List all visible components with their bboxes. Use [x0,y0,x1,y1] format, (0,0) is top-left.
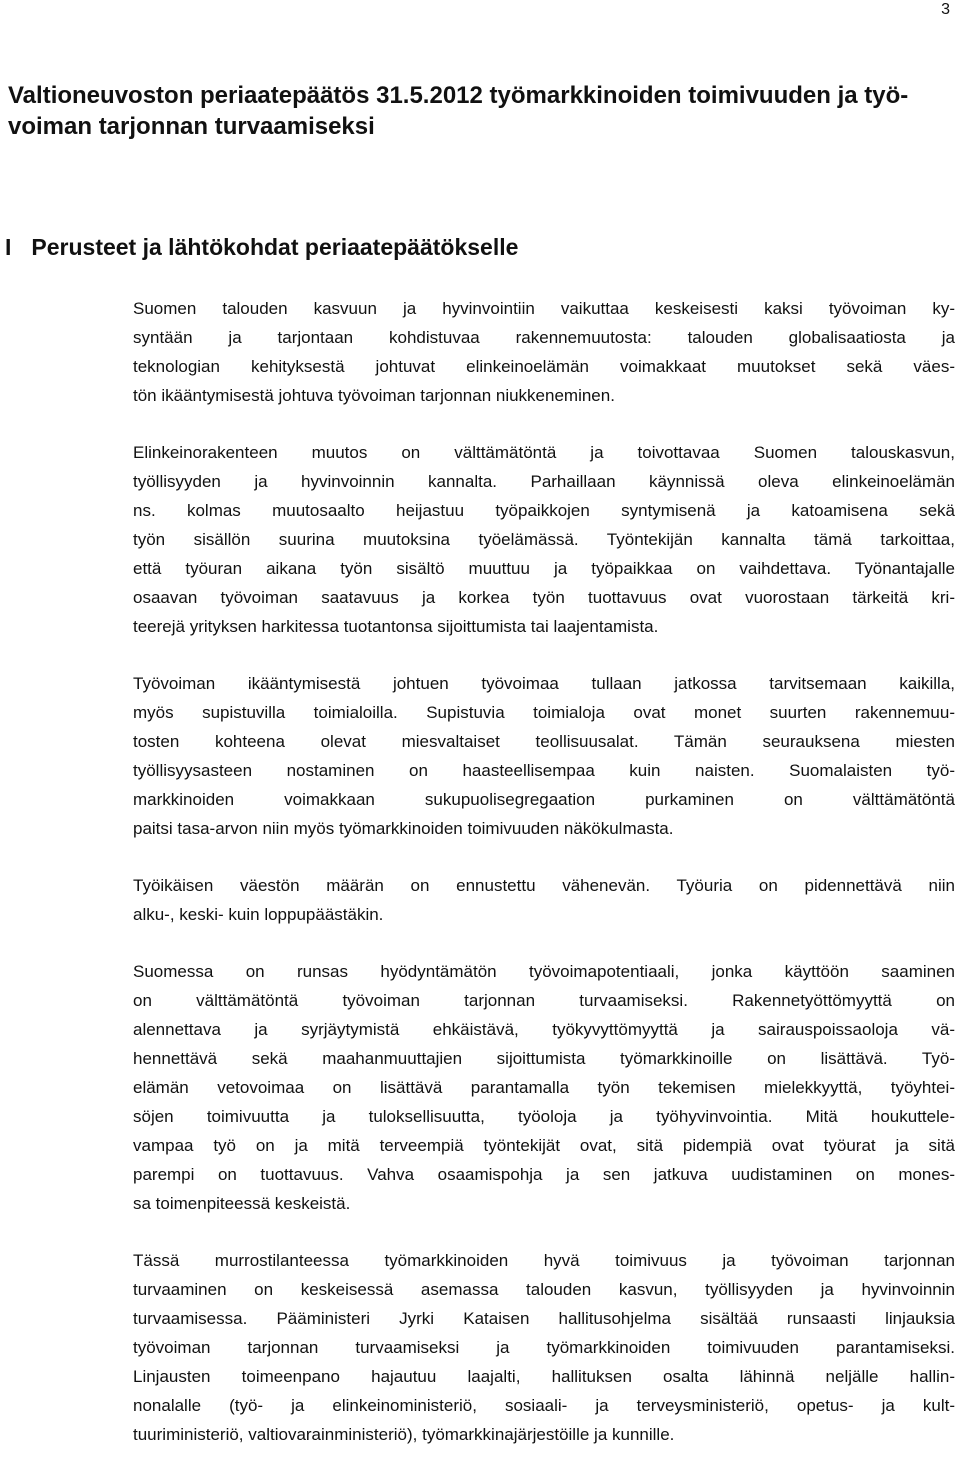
paragraph-line: tön ikääntymisestä johtuva työvoiman tarjonnan niukkeneminen. [133,386,615,405]
document-body [133,294,955,1477]
paragraph-line: syntään ja tarjontaan kohdistuvaa rakennemuutosta: talouden globalisaatiosta ja [133,328,955,347]
paragraph-line: turvaamisessa. Pääministeri Jyrki Kataisen hallitusohjelma sisältää runsaasti linjauksia [133,1309,955,1328]
paragraph-line: osaavan työvoiman saatavuus ja korkea työn tuottavuus ovat vuorostaan tärkeitä kri- [133,588,955,607]
paragraph-line: sa toimenpiteessä keskeistä. [133,1194,351,1213]
paragraph-line: ns. kolmas muutosaalto heijastuu työpaikkojen syntymisenä ja katoamisena sekä [133,501,955,520]
paragraph-line: tosten kohteena olevat miesvaltaiset teollisuusalat. Tämän seurauksena miesten [133,732,955,751]
document-title-line: voiman tarjonnan turvaamiseksi [8,113,375,140]
paragraph-line: parempi on tuottavuus. Vahva osaamispohja ja sen jatkuva uudistaminen on mones- [133,1165,955,1184]
paragraph-line: markkinoiden voimakkaan sukupuolisegregaation purkaminen on välttämätöntä [133,790,955,809]
paragraph-line: Elinkeinorakenteen muutos on välttämätöntä ja toivottavaa Suomen talouskasvun, [133,443,955,462]
paragraph-line: työn sisällön suurina muutoksina työelämässä. Työntekijän kannalta tämä tarkoittaa, [133,530,955,549]
paragraph-line: Linjausten toimeenpano hajautuu laajalti, hallituksen osalta lähinnä neljälle hallin- [133,1367,955,1386]
body-paragraph [133,871,955,929]
paragraph-line: hennettävä sekä maahanmuuttajien sijoittumista työmarkkinoille on lisättävä. Työ- [133,1049,955,1068]
paragraph-line: alennettava ja syrjäytymistä ehkäistävä, työkyvyttömyyttä ja sairauspoissaoloja vä- [133,1020,955,1039]
paragraph-line: paitsi tasa-arvon niin myös työmarkkinoiden toimivuuden näkökulmasta. [133,819,674,838]
body-paragraph [133,438,955,641]
paragraph-line: vampaa työ on ja mitä terveempiä työntekijät ovat, sitä pidempiä ovat työurat ja sitä [133,1136,955,1155]
body-paragraph [133,294,955,410]
paragraph-line: Tässä murrostilanteessa työmarkkinoiden hyvä toimivuus ja työvoiman tarjonnan [133,1251,955,1270]
paragraph-line: on välttämätöntä työvoiman tarjonnan turvaamiseksi. Rakennetyöttömyyttä on [133,991,955,1010]
paragraph-line: söjen toimivuutta ja tuloksellisuutta, työoloja ja työhyvinvointia. Mitä houkuttele- [133,1107,955,1126]
paragraph-line: elämän vetovoimaa on lisättävä parantamalla työn tekemisen mielekkyyttä, työyhtei- [133,1078,955,1097]
paragraph-line: että työuran aikana työn sisältö muuttuu ja työpaikkaa on vaihdettava. Työnantajalle [133,559,955,578]
section-number: I [5,234,12,260]
paragraph-line: työvoiman tarjonnan turvaamiseksi ja työmarkkinoiden toimivuuden parantamiseksi. [133,1338,955,1357]
paragraph-line: Työikäisen väestön määrän on ennustettu vähenevän. Työuria on pidennettävä niin [133,876,955,895]
paragraph-line: Suomen talouden kasvuun ja hyvinvointiin vaikuttaa keskeisesti kaksi työvoiman ky- [133,299,955,318]
body-paragraph [133,1246,955,1449]
document-title-line: Valtioneuvoston periaatepäätös 31.5.2012 työmarkkinoiden toimivuuden ja työ- [8,82,909,109]
paragraph-line: tuuriministeriö, valtiovarainministeriö), työmarkkinajärjestöille ja kunnille. [133,1425,675,1444]
document-title [8,80,948,142]
paragraph-line: myös supistuvilla toimialoilla. Supistuvia toimialoja ovat monet suurten rakennemuu- [133,703,955,722]
paragraph-line: teerejä yrityksen harkitessa tuotantonsa sijoittumista tai laajentamista. [133,617,659,636]
paragraph-line: nonalalle (työ- ja elinkeinoministeriö, sosiaali- ja terveysministeriö, opetus- ja kult- [133,1396,955,1415]
paragraph-line: työllisyyden ja hyvinvoinnin kannalta. Parhaillaan käynnissä oleva elinkeinoelämän [133,472,955,491]
paragraph-line: alku-, keski- kuin loppupäästäkin. [133,905,384,924]
section-heading [5,232,518,262]
body-paragraph [133,669,955,843]
paragraph-line: Suomessa on runsas hyödyntämätön työvoimapotentiaali, jonka käyttöön saaminen [133,962,955,981]
body-paragraph [133,957,955,1218]
paragraph-line: työllisyysasteen nostaminen on haasteellisempaa kuin naisten. Suomalaisten työ- [133,761,955,780]
paragraph-line: Työvoiman ikääntymisestä johtuen työvoimaa tullaan jatkossa tarvitsemaan kaikilla, [133,674,955,693]
paragraph-line: teknologian kehityksestä johtuvat elinkeinoelämän voimakkaat muutokset sekä väes- [133,357,955,376]
section-heading-text: Perusteet ja lähtökohdat periaatepäätökselle [31,234,519,260]
paragraph-line: turvaaminen on keskeisessä asemassa talouden kasvun, työllisyyden ja hyvinvoinnin [133,1280,955,1299]
page-number: 3 [941,1,950,18]
